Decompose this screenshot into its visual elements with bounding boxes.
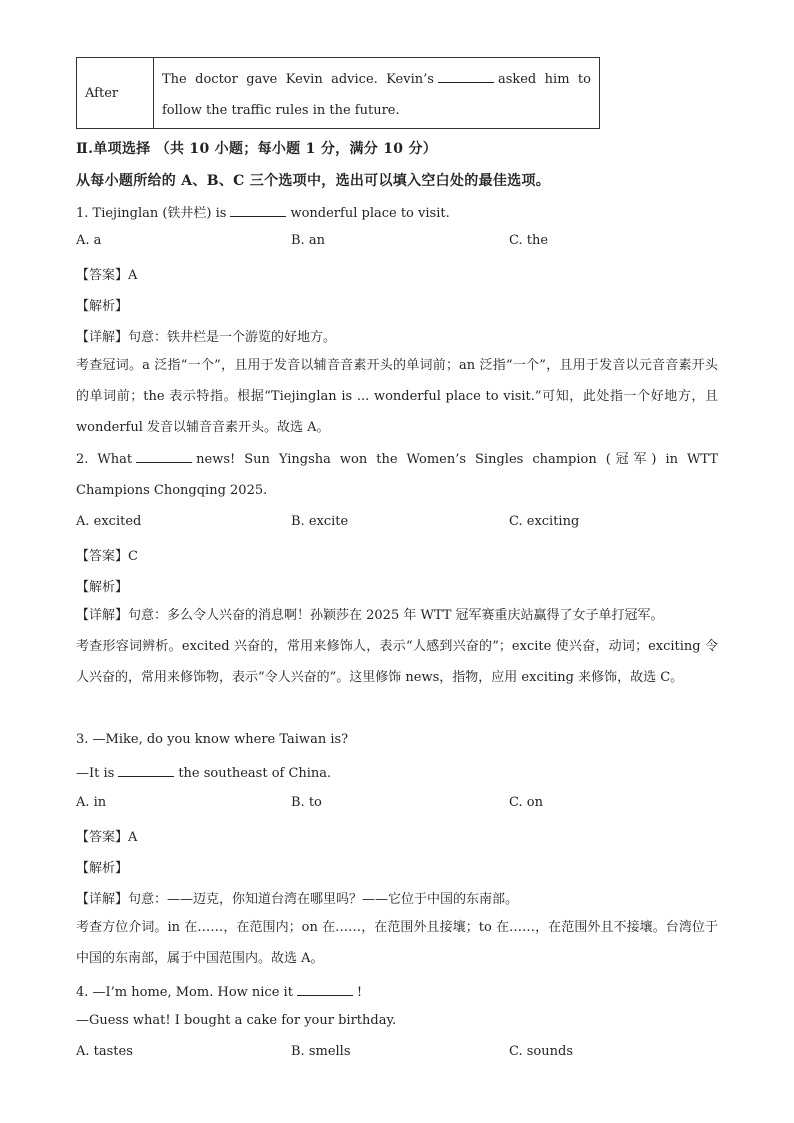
- question-2-analysis-label: 【解析】: [76, 580, 129, 595]
- question-1-explanation: 考查冠词。a 泛指“一个”，且用于发音以辅音音素开头的单词前；an 泛指“一个”，且用于发音以元音音素开头的单词前；the 表示特指。根据“Tiejinglan is ... wonderful place to visit.”可知，此处指一个好地方，且 wonderful 发音以辅音音素开头。故选 A。: [76, 358, 718, 435]
- question-2-explanation: 考查形容词辨析。excited 兴奋的，常用来修饰人，表示“人感到兴奋的”；excite 使兴奋，动词；exciting 令人兴奋的，常用来修饰物，表示“令人兴奋的”。这里修饰 news，指物，应用 exciting 来修饰，故选 C。: [76, 639, 718, 685]
- question-1-detail: 【详解】句意：铁井栏是一个游览的好地方。: [76, 330, 337, 345]
- option-b: B. smells: [291, 1044, 351, 1059]
- answer-blank: [297, 982, 353, 996]
- question-3-explanation: 考查方位介词。in 在……，在范围内；on 在……，在范围外且接壤；to 在……，在范围外且不接壤。台湾位于中国的东南部，属于中国范围内。故选 A。: [76, 920, 718, 966]
- option-c: C. sounds: [509, 1044, 573, 1059]
- option-c: C. the: [509, 233, 549, 248]
- question-3-stem: 3. —Mike, do you know where Taiwan is?: [76, 732, 349, 747]
- answer-blank: [438, 69, 494, 83]
- table-text-before: The doctor gave Kevin advice. Kevin’s: [162, 72, 434, 87]
- question-4-stem: [76, 982, 362, 1000]
- question-1-answer: 【答案】A: [76, 268, 138, 283]
- question-1-stem-before: 1. Tiejinglan (铁井栏) is: [76, 206, 227, 221]
- section-title: Ⅱ.单项选择 （共 10 小题；每小题 1 分，满分 10 分）: [76, 141, 438, 157]
- question-3-analysis-label: 【解析】: [76, 861, 129, 876]
- situation-table: [76, 57, 600, 129]
- option-c: C. on: [509, 795, 543, 810]
- section-instruction: 从每小题所给的 A、B、C 三个选项中，选出可以填入空白处的最佳选项。: [76, 173, 551, 189]
- table-text: [154, 58, 599, 128]
- answer-blank: [136, 449, 192, 463]
- question-3-answer: 【答案】A: [76, 830, 138, 845]
- question-1-stem: [76, 202, 450, 221]
- option-a: A. in: [76, 795, 107, 810]
- option-b: B. excite: [291, 514, 349, 529]
- question-4-stem-after: !: [356, 985, 363, 1000]
- question-3-stem-line2-before: —It is: [76, 766, 115, 781]
- question-3-detail: 【详解】句意：——迈克，你知道台湾在哪里吗？——它位于中国的东南部。: [76, 892, 519, 907]
- question-2-detail: 【详解】句意：多么令人兴奋的消息啊！孙颖莎在 2025 年 WTT 冠军赛重庆站赢得了女子单打冠军。: [76, 608, 664, 623]
- question-2-stem-after: news! Sun Yingsha won the Women’s Singles champion (冠军) in WTT Champions Chongqing 2025.: [76, 452, 718, 498]
- question-1-analysis-label: 【解析】: [76, 299, 129, 314]
- question-1-stem-after: wonderful place to visit.: [290, 206, 450, 221]
- question-4-stem-before: 4. —I’m home, Mom. How nice it: [76, 985, 293, 1000]
- option-c: C. exciting: [509, 514, 580, 529]
- option-a: A. excited: [76, 514, 142, 529]
- question-2-stem-before: 2. What: [76, 452, 133, 467]
- question-2-answer: 【答案】C: [76, 549, 138, 564]
- option-b: B. to: [291, 795, 322, 810]
- question-3-stem-line2-after: the southeast of China.: [178, 766, 332, 781]
- option-b: B. an: [291, 233, 325, 248]
- answer-blank: [118, 763, 174, 777]
- answer-blank: [230, 203, 286, 217]
- question-4-stem-line2: —Guess what! I bought a cake for your birthday.: [76, 1013, 397, 1028]
- question-2-stem: [76, 444, 718, 506]
- option-a: A. tastes: [76, 1044, 133, 1059]
- question-3-stem-line2: [76, 763, 331, 781]
- table-text-after: asked him to follow the traffic rules in the future.: [162, 72, 591, 118]
- table-label: After: [77, 58, 154, 128]
- option-a: A. a: [76, 233, 102, 248]
